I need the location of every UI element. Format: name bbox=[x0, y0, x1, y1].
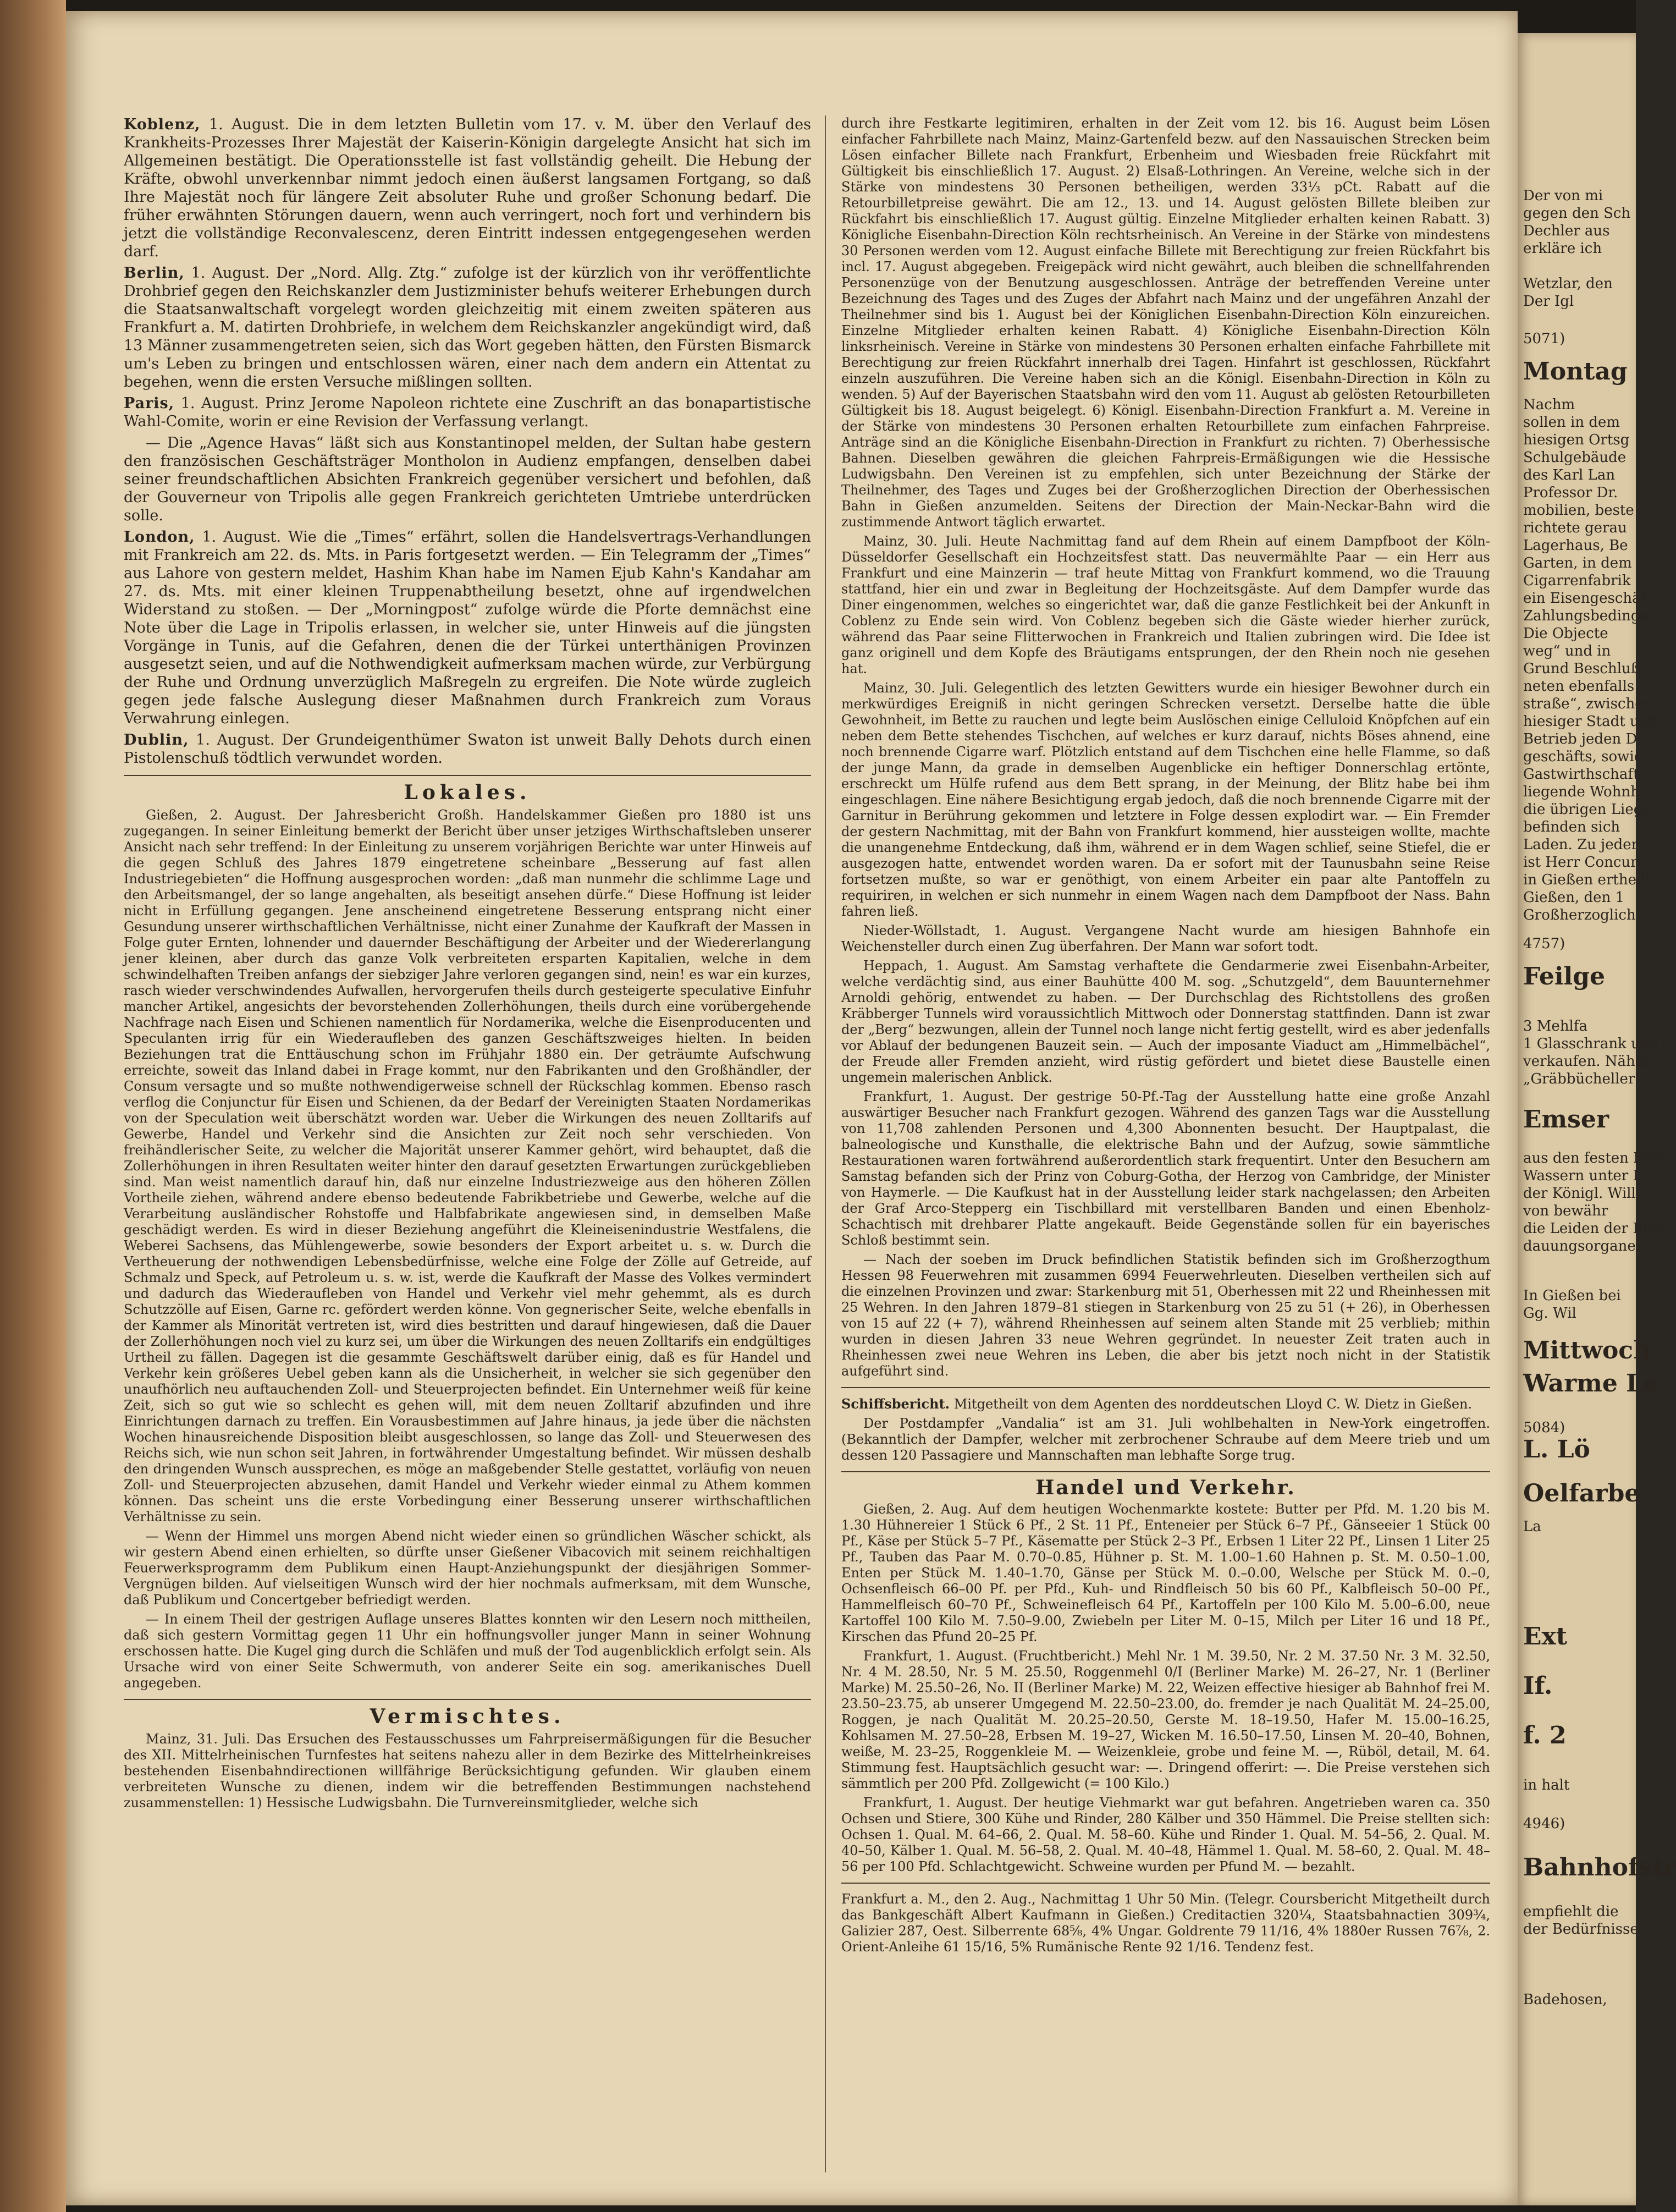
section-rule bbox=[841, 1387, 1490, 1388]
fragment: verkaufen. Näher bbox=[1523, 1053, 1651, 1070]
article-paris bbox=[124, 394, 811, 431]
fragment: La bbox=[1523, 1518, 1541, 1535]
fragment: Nachm bbox=[1523, 397, 1575, 413]
fragment: Grund Beschluß bbox=[1523, 661, 1641, 677]
article-dublin bbox=[124, 731, 811, 767]
fragment: neten ebenfalls bbox=[1523, 678, 1635, 695]
fragment: der Bedürfnisse bbox=[1523, 1921, 1639, 1938]
article-london bbox=[124, 528, 811, 728]
fragment: 4946) bbox=[1523, 1815, 1565, 1832]
article-text: 1. August. Der „Nord. Allg. Ztg.“ zufolge ist der kürzlich von ihr veröffentlichte Drohbrief gegen den Reichskanzler dem Justizminister behufs weiterer Erhebungen durch die Staatsanwaltschaft vorgelegt worden gleichzeitig mit einem zweiten späteren aus Frankfurt a. M. datirten Drohbriefe, in welchem dem Reichskanzler angekündigt wird, daß 13 Männer zusammengetreten seien, sich das Wort gegeben hätten, den Fürsten Bismarck um's Leben zu bringen und entschlossen wären, einer nach dem andern ein Attentat zu begehen, wenn die ersten Versuche mißlingen sollten. bbox=[124, 265, 811, 390]
section-rule bbox=[124, 775, 811, 776]
fragment: ein Eisengeschäf bbox=[1523, 590, 1646, 607]
dateline-place: Berlin, bbox=[124, 265, 185, 282]
column-right bbox=[841, 115, 1490, 2178]
fragment: weg“ und in bbox=[1523, 643, 1611, 659]
shipping-report bbox=[841, 1396, 1490, 1412]
fragment: Professor Dr. bbox=[1523, 485, 1618, 501]
article-frankfurt-ausstellung: Frankfurt, 1. August. Der gestrige 50-Pf.-Tag der Ausstellung hatte eine große Anzahl auswärtiger Besucher nach Frankfurt gezogen. Während des ganzen Tags war die Ausstellung von 11,708 zahlenden Personen und 4,300 Abonnenten besucht. Der Hauptpalast, die balneologische und Kunsthalle, die elektrische Bahn und der Aufzug, sowie sämmtliche Restaurationen waren fortwährend außerordentlich stark frequentirt. Unter den Besuchern am Samstag befanden sich der Prinz von Coburg-Gotha, der Herzog von Cambridge, der Minister von Haymerle. — Die Kaufkust hat in der Ausstellung leider stark nachgelassen; den Arbeiten der Graf Arco-Stepperg ein Tischbillard mit verstellbaren Banden und einen Ebenholz-Schachtisch mit drehbarer Platte angekauft. Beide Gegenstände sollen für ein bayerisches Schloß bestimmt sein. bbox=[841, 1089, 1490, 1248]
fragment: des Karl Lan bbox=[1523, 467, 1616, 483]
article-koblenz bbox=[124, 115, 811, 261]
fragment: von bewähr bbox=[1523, 1203, 1608, 1219]
fragment: Zahlungsbedingu bbox=[1523, 608, 1650, 624]
article-heppach: Heppach, 1. August. Am Samstag verhaftete die Gendarmerie zwei Eisenbahn-Arbeiter, welche verdächtig sind, aus einer Bauhütte 400 M. sog. „Schutzgeld“, dem Bauunternehmer Arnoldi gehörig, entwendet zu haben. — Der Durchschlag des Richtstollens des großen Kräbberger Tunnels wird voraussichtlich Mittwoch oder Donnerstag stattfinden. Dann ist zwar der „Berg“ bezwungen, allein der Tunnel noch lange nicht fertig gestellt, wird es aber jedenfalls vor Ablauf der bedungenen Bauzeit sein. — Auch der imposante Viaduct am „Himmelbächel“, der Freude aller Fremden anzieht, wird rüstig gefördert und bietet diese Baustelle einen ungemein malerischen Anblick. bbox=[841, 958, 1490, 1085]
fragment: In Gießen bei bbox=[1523, 1287, 1621, 1304]
fragment: geschäfts, sowie bbox=[1523, 749, 1643, 765]
fragment: hiesiger Stadt und bbox=[1523, 713, 1658, 730]
stock-report: Frankfurt a. M., den 2. Aug., Nachmittag 1 Uhr 50 Min. (Telegr. Coursbericht Mitgetheilt durch das Bankgeschäft Albert Kaufmann in Gießen.) Creditactien 320¼, Staatsbahnactien 309¾, Galizier 287, Oest. Silberrente 68⅝, 4% Ungar. Goldrente 79 11/16, 4% 1880er Russen 76⅞, 2. Orient-Anleihe 61 15/16, 5% Rumänische Rente 92 1/16. Tendenz fest. bbox=[841, 1891, 1490, 1955]
fragment: Badehosen, bbox=[1523, 1991, 1607, 2008]
shipping-agent: Mitgetheilt von dem Agenten des norddeutschen Lloyd C. W. Dietz in Gießen. bbox=[953, 1396, 1473, 1412]
fragment: Mittwoch bbox=[1523, 1336, 1651, 1364]
fragment: Gastwirthschaft. bbox=[1523, 766, 1644, 783]
column-divider bbox=[825, 115, 826, 2172]
fragment: mobilien, beste bbox=[1523, 502, 1634, 519]
market-frankfurt-frucht: Frankfurt, 1. August. (Fruchtbericht.) Mehl Nr. 1 M. 39.50, Nr. 2 M. 37.50 Nr. 3 M. 32.50, Nr. 4 M. 28.50, Nr. 5 M. 25.50, Roggenmehl 0/I (Berliner Marke) M. 26–27, Nr. 1 (Berliner Marke) M. 25.50–26, No. II (Berliner Marke) M. 22, Weizen effective hiesiger ab Bahnhof frei M. 23.50–23.75, ab unserer Umgegend M. 22.50–23.00, do. fremder je nach Qualität M. 24–25.00, Roggen, je nach Qualität M. 20.25–20.50, Gerste M. 18–19.50, Hafer M. 15.00–16.25, Kohlsamen M. 27.50–28, Erbsen M. 19–27, Wicken M. 16.50–17.50, Linsen M. 20–40, Bohnen, weiße, M. 23–25, Roggenkleie M. — Weizenkleie, grobe und feine M. —, Rüböl, detail, M. 64. Stimmung fest. Hauptsächlich gesucht war: —. Dringend offerirt: —. Die Preise verstehen sich sämmtlich per 200 Pfd. Zollgewicht (= 100 Kilo.) bbox=[841, 1648, 1490, 1791]
fragment: in Gießen ertheilt bbox=[1523, 872, 1652, 888]
fragment: Die Objecte bbox=[1523, 625, 1608, 642]
article-text: 1. August. Die in dem letzten Bulletin vom 17. v. M. über den Verlauf des Krankheits-Prozesses Ihrer Majestät der Kaiserin-Königin dargelegte Ansicht hat sich im Allgemeinen bestätigt. Die Operationsstelle ist fast vollständig geheilt. Die Hebung der Kräfte, obwohl unverkennbar nimmt jedoch einen äußerst langsamen Fortgang, so daß Ihre Majestät noch für längere Zeit absoluter Ruhe und großer Schonung bedarf. Die früher erwähnten Störungen dauern, wenn auch verringert, noch fort und verhindern bis jetzt die vollständige Reconvalescenz, deren Eintritt indessen entgegengesehen werden darf. bbox=[124, 116, 811, 260]
fragment: Großherzoglich bbox=[1523, 907, 1636, 923]
fragment: dauungsorgane, bbox=[1523, 1238, 1640, 1254]
fragment: Lagerhaus, Be bbox=[1523, 537, 1628, 554]
dateline-place: Dublin, bbox=[124, 731, 189, 749]
article-mainz-gewitter: Mainz, 30. Juli. Gelegentlich des letzten Gewitters wurde ein hiesiger Bewohner durch ein merkwürdiges Ereigniß in nicht geringen Schrecken versetzt. Derselbe hatte die üble Gewohnheit, im Bette zu rauchen und legte beim Auslöschen einige Celluloid Knöpfchen auf ein neben dem Bette stehendes Tischchen, auf welches er kurz darauf, nichts Böses ahnend, eine noch brennende Cigarre warf. Plötzlich entstand auf dem Tischchen eine helle Flamme, so daß der junge Mann, da grade in demselben Augenblicke ein heftiger Donnerschlag ertönte, erschreckt um Hülfe rufend aus dem Bett sprang, in der Meinung, der Blitz habe bei ihm eingeschlagen. Eine nähere Besichtigung ergab jedoch, daß die noch brennende Cigarre mit der Garnitur in Berührung gekommen und letztere in Folge dessen explodirt war. — Ein Fremder der gestern Nachmittag, mit der Bahn von Frankfurt kommend, hier aussteigen wollte, machte die unangenehme Entdeckung, daß ihm, während er in dem Wagen schlief, seine Stiefel, die er ausgezogen hatte, entwendet worden waren. Da er sofort mit der Taunusbahn seine Reise fortsetzen mußte, so war er genöthigt, von einem Arbeiter ein paar alte Pantoffeln zu requiriren, in welchen er sich nunmehr in einem Wagen nach dem Dampfboot der Nass. Bahn fahren ließ. bbox=[841, 680, 1490, 919]
section-rule bbox=[841, 1471, 1490, 1472]
fragment: empfiehlt die bbox=[1523, 1903, 1619, 1920]
book-binding bbox=[0, 0, 66, 2212]
fragment: Betrieb jeden D bbox=[1523, 731, 1638, 747]
fragment: Garten, in dem bbox=[1523, 555, 1632, 571]
article-berlin bbox=[124, 264, 811, 391]
fragment: Gg. Wil bbox=[1523, 1305, 1576, 1322]
adjacent-page-edge bbox=[1518, 33, 1676, 2205]
fragment: Laden. Zu jeder bbox=[1523, 837, 1639, 853]
section-title-lokales: Lokales. bbox=[404, 781, 531, 804]
fragment: Gießen, den 1 bbox=[1523, 889, 1625, 906]
article-nieder-woellstadt: Nieder-Wöllstadt, 1. August. Vergangene Nacht wurde am hiesigen Bahnhofe ein Weichensteller durch einen Zug überfahren. Der Mann war sofort todt. bbox=[841, 923, 1490, 954]
article-giessen-handelskammer: Gießen, 2. August. Der Jahresbericht Großh. Handelskammer Gießen pro 1880 ist uns zugegangen. In seiner Einleitung bemerkt der Bericht über unser jetziges Wirthschaftsleben unserer Ansicht nach sehr treffend: In der Einleitung zu unserem vorjährigen Berichte war unter Hinweis auf die gegen Schluß des Jahres 1879 eingetretene scheinbare „Besserung auf fast allen Industriegebieten“ die Hoffnung ausgesprochen worden: „daß man nunmehr die schlimme Lage und den Arbeitsmangel, der so lange angehalten, als beseitigt ansehen dürfe.“ Diese Hoffnung ist leider nicht in Erfüllung gegangen. Jene anscheinend eingetretene Besserung entsprang nicht einer Gesundung unserer wirthschaftlichen Verhältnisse, nicht einer Zunahme der Kaufkraft der Massen in Folge guter Ernten, lohnender und dauernder Beschäftigung der Arbeiter und der Wiedererlangung jener kleinen, aber durch das ganze Volk verbreiteten ersparten Kapitalien, welche in dem schwindelhaften Treiben anfangs der siebziger Jahre verloren gegangen sind, nein! es war ein kurzes, rasch wieder verschwindendes Aufwallen, hervorgerufen theils durch gesteigerte speculative Einfuhr mancher Artikel, angesichts der bevorstehenden Zollerhöhungen, theils durch eine vorübergehende Nachfrage nach Eisen und Schienen namentlich für Nordamerika, welche die Eisenproducenten und Speculanten irrig für ein Wiederaufleben des ganzen Geschäftszweiges hielten. In beiden Beziehungen trat die Enttäuschung schon im Frühjahr 1880 ein. Der geträumte Aufschwung erreichte, soweit das Inland dabei in Frage kommt, nur den Fabrikanten und den Großhändler, der Consum versagte und so mußte nothwendigerweise schnell der Rückschlag kommen. Ebenso rasch verflog die Conjunctur für Eisen und Schienen, da der Bedarf der Vereinigten Staaten Nordamerikas von der Speculation weit überschätzt worden war. Ueber die Wirkungen des neuen Zolltarifs auf Gewerbe, Handel und Verkehr sind die Ansichten zur Zeit noch sehr verschieden. Von freihändlerischer Seite, zu welcher die Majorität unserer Kammer gehört, wird behauptet, daß die Zollerhöhungen in ihren Resultaten weiter hinter den darauf gesetzten Erwartungen zurückgeblieben sind. Man weist namentlich darauf hin, daß nur einzelne Industriezweige aus den höheren Zöllen Vortheile ziehen, während andere ebenso bedeutende Fabrikbetriebe und Gewerbe, welche auf die Verarbeitung ausländischer Rohstoffe und Halbfabrikate angewiesen sind, in demselben Maße geschädigt werden. Es wird in dieser Beziehung angeführt die Kleineisenindustrie Westfalens, die Weberei Sachsens, das Mühlengewerbe, sowie besonders der Export arbeitet u. s. w. Durch die Vertheuerung der nothwendigen Lebensbedürfnisse, welche eine Folge der Zölle auf Getreide, auf Schmalz und Speck, auf Petroleum u. s. w. ist, werde die Kaufkraft der Masse des Volkes vermindert und dadurch das Wiederaufleben von Handel und Verkehr viel mehr gehemmt, als es durch Schutzzölle auf Eisen, Garne rc. gefördert werden könne. Von gegnerischer Seite, welche ebenfalls in der Kammer als Minorität vertreten ist, wird dies bestritten und darauf hingewiesen, daß die Dauer der Zollerhöhungen noch viel zu kurz sei, um über die Wirkungen des neuen Zolltarifs ein endgültiges Urtheil zu fällen. Dagegen ist die gesammte Geschäftswelt darüber einig, daß es für Handel und Verkehr kein größeres Uebel geben kann als die Unsicherheit, in welcher sie sich gegenüber den unaufhörlich neu auftauchenden Zoll- und Steuerprojecten befindet. Ein Unternehmer weiß für keine Zeit, sich so gut wie so schlecht es gehen will, mit dem neuen Zolltarif abzufinden und ihre Einrichtungen darnach zu treffen. Ein Vorausbestimmen auf Jahre hinaus, ja jede über die nächsten Wochen hinausreichende Disposition bleibt ausgeschlossen, so lange das Zoll- und Steuerwesen des Reichs sich, wie nun schon seit Jahren, in fortwährender Umgestaltung befindet. Wir müssen deshalb den dringenden Wunsch aussprechen, es möge an maßgebender Stelle gestattet, vorläufig von neuen Zoll- und Steuerprojecten abzusehen, damit Handel und Verkehr wieder einmal zu Athem kommen können. Das scheint uns die erste Vorbedingung einer Besserung unserer wirthschaftlichen Verhältnisse zu sein. bbox=[124, 807, 811, 1525]
shipping-title: Schiffsbericht. bbox=[841, 1396, 950, 1412]
fragment: in halt bbox=[1523, 1777, 1570, 1793]
fragment: Dechler aus bbox=[1523, 223, 1610, 239]
fragment: liegende Wohnh bbox=[1523, 784, 1640, 800]
fragment: Oelfarbe bbox=[1523, 1479, 1640, 1507]
fragment: aus den festen Best bbox=[1523, 1150, 1666, 1166]
article-paris-2: — Die „Agence Havas“ läßt sich aus Konstantinopel melden, der Sultan habe gestern den französischen Geschäftsträger Montholon in Audienz empfangen, denselben dabei seiner freundschaftlichen Absichten Frankreich gegenüber versichert und befohlen, daß der Gouverneur von Tripolis alle gegen Frankreich gerichteten Umtriebe unterdrücken solle. bbox=[124, 434, 811, 524]
fragment: 5084) bbox=[1523, 1419, 1565, 1436]
shipping-text: Der Postdampfer „Vandalia“ ist am 31. Juli wohlbehalten in New-York eingetroffen. (Bekanntlich der Dampfer, welcher mit zerbrochener Schraube auf dem Meere trieb und um dessen 120 Passagiere und Mannschaften man lebhafte Sorge trug. bbox=[841, 1416, 1490, 1463]
article-feuerwehren: — Nach der soeben im Druck befindlichen Statistik befinden sich im Großherzogthum Hessen 98 Feuerwehren mit zusammen 6994 Feuerwehrleuten. Dieselben vertheilen sich auf die einzelnen Provinzen und zwar: Starkenburg mit 51, Oberhessen mit 22 und Rheinhessen mit 25 Wehren. In den Jahren 1879–81 stiegen in Starkenburg von 25 zu 51 (+ 26), in Oberhessen von 15 auf 22 (+ 7), während Rheinhessen auf seinem alten Stande mit 25 verblieb; mithin wurden in diesen Jahren 33 neue Wehren gegründet. In neuester Zeit traten auch in Rheinhessen zwei neue Wehren ins Leben, die aber bis jetzt noch nicht in der Statistik aufgeführt sind. bbox=[841, 1252, 1490, 1379]
fragment: Ext bbox=[1523, 1622, 1568, 1650]
fragment: Schulgebäude bbox=[1523, 449, 1627, 466]
fragment: f. 2 bbox=[1523, 1721, 1567, 1749]
fragment: 1 Glasschrank und bbox=[1523, 1036, 1659, 1052]
fragment: 5071) bbox=[1523, 331, 1565, 347]
fragment: Wetzlar, den bbox=[1523, 276, 1613, 292]
fragment: die übrigen Liege bbox=[1523, 801, 1651, 818]
fragment: sollen in dem bbox=[1523, 414, 1620, 431]
fragment: Der Igl bbox=[1523, 293, 1574, 310]
article-text: 1. August. Wie die „Times“ erfährt, sollen die Handelsvertrags-Verhandlungen mit Frankreich am 22. ds. Mts. in Paris fortgesetzt werden. — Ein Telegramm der „Times“ aus Lahore von gestern meldet, Hashim Khan habe im Namen Ejub Kahn's Kandahar am 27. ds. Mts. mit einer kleinen Truppenabtheilung besetzt, ohne auf irgendwelchen Widerstand zu stoßen. — Der „Morningpost“ zufolge würde die Pforte demnächst eine Note über die Lage in Tripolis erlassen, in welcher sie, unter Hinweis auf die jüngsten Vorgänge in Tunis, auf die Gefahren, denen die der Türkei unterthänigen Provinzen ausgesetzt seien, und auf die Nothwendigkeit aufmerksam machen würde, zur Verbürgung der Ruhe und Ordnung unverzüglich Maßregeln zu ergreifen. Die Note würde zugleich gegen jede falsche Auslegung dieser Maßnahmen durch Frankreich zum Voraus Verwahrung einlegen. bbox=[124, 529, 811, 727]
fragment: gegen den Sch bbox=[1523, 205, 1631, 222]
dateline-place: Koblenz, bbox=[124, 116, 201, 133]
article-mainz-hochzeit: Mainz, 30. Juli. Heute Nachmittag fand auf dem Rhein auf einem Dampfboot der Köln-Düsseldorfer Gesellschaft ein Hochzeitsfest statt. Das neuvermählte Paar — ein Herr aus Frankfurt und eine Mainzerin — traf heute Mittag von Frankfurt kommend, wo die Trauung stattfand, hier ein und zwar in Begleitung der Hochzeitsgäste. Auf dem Dampfer wurde das Diner eingenommen, welches so eingerichtet war, daß die ganze Festlichkeit bei der Ankunft in Coblenz zu Ende sein wird. Von Coblenz begeben sich die Gäste wieder hierher zurück, während das Paar seine Flitterwochen in Frankreich und Italien zubringen wird. Die Idee ist ganz originell und dem Kopfe des Bräutigams entsprungen, der den Rhein noch nie gesehen hat. bbox=[841, 533, 1490, 676]
section-rule bbox=[841, 1883, 1490, 1884]
fragment: richtete gerau bbox=[1523, 520, 1627, 536]
section-rule bbox=[124, 1699, 811, 1700]
fragment: Feilge bbox=[1523, 962, 1606, 991]
fragment: 4757) bbox=[1523, 936, 1565, 952]
fragment: Warme Le bbox=[1523, 1369, 1659, 1397]
article-text: 1. August. Der Grundeigenthümer Swaton ist unweit Bally Dehots durch einen Pistolenschuß tödtlich verwundet worden. bbox=[124, 731, 811, 767]
fragment: der Königl. Will bbox=[1523, 1185, 1636, 1202]
article-text: 1. August. Prinz Jerome Napoleon richtete eine Zuschrift an das bonapartistische Wahl-Comite, worin er eine Revision der Verfassung verlangt. bbox=[124, 395, 812, 430]
fragment: 3 Mehlfa bbox=[1523, 1018, 1587, 1035]
column-left bbox=[124, 115, 811, 2178]
fragment: L. Lö bbox=[1523, 1435, 1590, 1463]
fragment: Emser bbox=[1523, 1105, 1609, 1133]
section-title-vermischtes: Vermischtes. bbox=[370, 1705, 565, 1728]
article-feuerwerk: — Wenn der Himmel uns morgen Abend nicht wieder einen so gründlichen Wäscher schickt, als wir gestern Abend einen erhielten, so dürfte unser Gießener Vibacovich mit seinem reichhaltigen Feuerwerksprogramm dem Publikum einen Haupt-Anziehungspunkt der diesjährigen Sommer-Vergnügen bilden. Auf vielseitigen Wunsch wird der hier nochmals aufmerksam, mit dem Wunsche, daß Publikum und Concertgeber befriedigt werden. bbox=[124, 1528, 811, 1608]
fragment: Cigarrenfabrik bbox=[1523, 573, 1631, 589]
fragment: befinden sich bbox=[1523, 819, 1620, 835]
fragment: „Gräbbücheller“. bbox=[1523, 1071, 1647, 1087]
market-frankfurt-vieh: Frankfurt, 1. August. Der heutige Viehmarkt war gut befahren. Angetrieben waren ca. 350 Ochsen und Stiere, 300 Kühe und Rinder, 280 Kälber und 350 Hämmel. Die Preise stellten sich: Ochsen 1. Qual. M. 64–66, 2. Qual. M. 58–60. Kühe und Rinder 1. Qual. M. 54–56, 2. Qual. M. 40–50, Kälber 1. Qual. M. 56–58, 2. Qual. M. 40–48, Hämmel 1. Qual. M. 58–60, 2. Qual. M. 48–56 per 100 Pfd. Schlachtgewicht. Schweine wurden per Pfund M. — bezahlt. bbox=[841, 1795, 1490, 1874]
fragment: hiesigen Ortsg bbox=[1523, 432, 1630, 448]
dateline-place: Paris, bbox=[124, 395, 175, 412]
fragment: die Leiden der Resp bbox=[1523, 1220, 1669, 1237]
dateline-place: London, bbox=[124, 529, 195, 546]
article-mainz-turnfest: Mainz, 31. Juli. Das Ersuchen des Festausschusses um Fahrpreisermäßigungen für die Besucher des XII. Mittelrheinischen Turnfestes hat seitens nahezu aller in dem Bezirke des Mittelrheinkreises bestehenden Eisenbahndirectionen willfährige Berücksichtigung gefunden. Wir glauben einem verbreiteten Wunsche zu dienen, indem wir die betreffenden Bestimmungen nachstehend zusammenstellen: 1) Hessische Ludwigsbahn. Die Turnvereinsmitglieder, welche sich bbox=[124, 1731, 811, 1811]
fragment: Bahnhofstr bbox=[1523, 1853, 1676, 1881]
fragment: If. bbox=[1523, 1672, 1553, 1700]
fragment: Montag bbox=[1523, 357, 1628, 386]
article-duell: — In einem Theil der gestrigen Auflage unseres Blattes konnten wir den Lesern noch mittheilen, daß sich gestern Vormittag gegen 11 Uhr ein hoffnungsvoller junger Mann in seiner Wohnung erschossen hatte. Die Kugel ging durch die Schläfen und muß der Tod augenblicklich erfolgt sein. Als Ursache wird von einer Seite Schwermuth, von anderer Seite ein sog. amerikanisches Duell angegeben. bbox=[124, 1611, 811, 1691]
fragment: erkläre ich bbox=[1523, 240, 1602, 257]
fragment: Der von mi bbox=[1523, 188, 1603, 204]
article-turnfest-cont: durch ihre Festkarte legitimiren, erhalten in der Zeit vom 12. bis 16. August beim Lösen einfacher Fahrbillete nach Mainz, Mainz-Gartenfeld bezw. auf den Nassauischen Strecken beim Lösen einfacher Billete nach Frankfurt, Erbenheim und Wiesbaden freie Rückfahrt mit Gültigkeit bis einschließlich 17. August. 2) Elsaß-Lothringen. An Vereine, welche sich in der Stärke von mindestens 30 Personen betheiligen, werden 33⅓ pCt. Rabatt auf die Retourbilletpreise gewährt. Die am 12., 13. und 14. August gelösten Billete bleiben zur Rückfahrt bis einschließlich 17. August gültig. Einzelne Mitglieder erhalten keinen Rabatt. 3) Königliche Eisenbahn-Direction Köln rechtsrheinisch. An Vereine in der Stärke von mindestens 30 Personen werden vom 12. August einfache Billete mit Berechtigung zur freien Rückfahrt bis incl. 17. August abgegeben. Freigepäck wird nicht gewährt, auch bleiben die schnellfahrenden Personenzüge von der Benutzung ausgeschlossen. Anträge der betreffenden Vereine unter Bezeichnung des Tages und des Zuges der Abfahrt nach Mainz und der ungefähren Anzahl der Theilnehmer sind bis 1. August bei der Königlichen Eisenbahn-Direction Köln einzureichen. Einzelne Mitglieder erhalten keinen Rabatt. 4) Königliche Eisenbahn-Direction Köln linksrheinisch. Vereine in Stärke von mindestens 30 Personen erhalten einfache Fahrbillete mit Berechtigung zur freien Rückfahrt innerhalb drei Tagen. Hinfahrt ist geschlossen, Rückfahrt einzeln auszuführen. Die Vereine haben sich an die Königl. Eisenbahn-Direction in Köln zu wenden. 5) Auf der Bayerischen Staatsbahn wird den vom 11. August ab gelösten Retourbilleten Gültigkeit bis 18. August beigelegt. 6) Königl. Eisenbahn-Direction Frankfurt a. M. Vereine in der Stärke von mindestens 30 Personen erhalten Retourbillete zum einfachen Fahrpreise. Anträge sind an die Königliche Eisenbahn-Direction in Frankfurt zu richten. 7) Oberhessische Bahnen. Dieselben gewähren die gleichen Fahrpreis-Ermäßigungen wie die Hessische Ludwigsbahn. Den Vereinen ist zu empfehlen, sich unter Bezeichnung der Stärke der Theilnehmer, des Tages und Zuges bei der Großherzoglichen Direction der Oberhessischen Bahn in Gießen anzumelden. Seitens der Direction der Main-Neckar-Bahn wird die zustimmende Antwort täglich erwartet. bbox=[841, 115, 1490, 530]
market-giessen: Gießen, 2. Aug. Auf dem heutigen Wochenmarkte kostete: Butter per Pfd. M. 1.20 bis M. 1.30 Hühnereier 1 Stück 6 Pf., 2 St. 11 Pf., Enteneier per Stück 6–7 Pf., Gänseeier 1 Stück 00 Pf., Käse per Stück 5–7 Pf., Käsematte per Stück 2–3 Pf., Erbsen 1 Liter 22 Pf., Linsen 1 Liter 25 Pf., Tauben das Paar M. 0.70–0.85, Hühner p. St. M. 1.00–1.60 Hahnen p. St. M. 0.50–1.00, Enten per Stück M. 1.40–1.70, Gänse per Stück M. 0.–0.00, Welsche per Stück M. 0.–0, Ochsenfleisch 66–00 Pf. per Pfd., Kuh- und Rindfleisch 50 bis 60 Pf., Kalbfleisch 50–00 Pf., Hammelfleisch 60–70 Pf., Schweinefleisch 64 Pf., Kartoffeln per 100 Kilo M. 5.00–6.00, neue Kartoffel 100 Kilo M. 7.50–9.00, Zwiebeln per Liter M. 0–15, Milch per Liter 16 und 18 Pf., Kirschen das Pfund 20–25 Pf. bbox=[841, 1501, 1490, 1644]
fragment: Wassern unter Leit bbox=[1523, 1168, 1661, 1184]
fragment: ist Herr Concurs bbox=[1523, 854, 1645, 871]
fragment: straße“, zwischen bbox=[1523, 696, 1653, 712]
section-title-handel: Handel und Verkehr. bbox=[1035, 1476, 1296, 1499]
